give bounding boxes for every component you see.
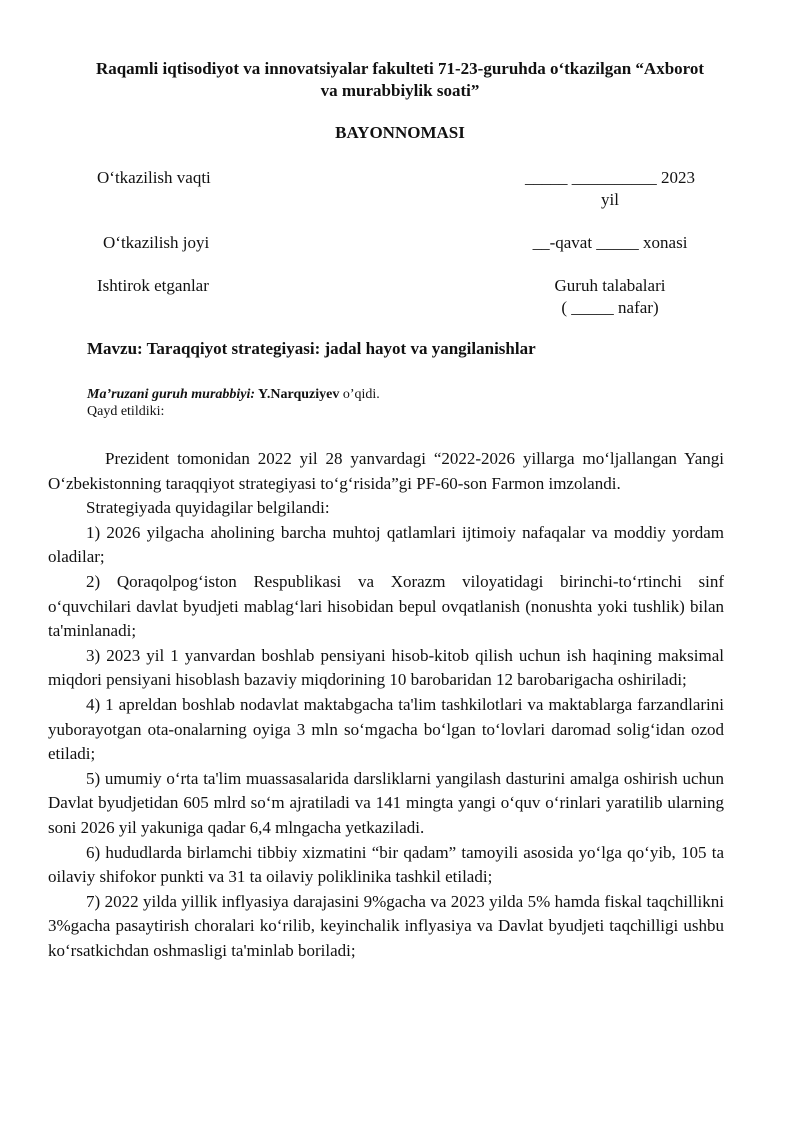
document-heading: BAYONNOMASI [335, 123, 465, 142]
participants-value [500, 275, 720, 319]
time-value-line-2: yil [601, 190, 619, 209]
list-item: 4) 1 apreldan boshlab nodavlat maktabgacha ta'lim tashkilotlari va maktablarga farzandlarini yuborayotgan ota-onalarning oyiga 3 mln so‘mgacha bo‘lgan to‘lovlari daromad solig‘idan ozod etiladi; [48, 694, 724, 764]
participants-value-line-1: Guruh talabalari [554, 276, 666, 295]
speaker-suffix: o’qidi. [339, 387, 380, 402]
place-value: __-qavat _____ xonasi [532, 233, 688, 252]
list-item: 7) 2022 yilda yillik inflyasiya darajasini 9%gacha va 2023 yilda 5% hamda fiskal taqchillikni 3%gacha pasaytirish choralari ko‘rilib, keyinchalik inflyasiya va Davlat byudjeti taqchilligi ushbu ko‘rsatkichdan oshmasligi ta'minlab boriladi; [48, 891, 724, 960]
topic-heading: Mavzu: Taraqqiyot strategiyasi: jadal hayot va yangilanishlar [87, 339, 536, 358]
speaker-line [87, 386, 380, 404]
paragraph: Prezident tomonidan 2022 yil 28 yanvardagi “2022-2026 yillarga mo‘ljallangan Yangi O‘zbekistonning taraqqiyot strategiyasi to‘g‘risida”gi PF-60-son Farmon imzolandi. [48, 449, 724, 493]
noted-label: Qayd etildiki: [87, 404, 165, 419]
time-value-line-1: _____ __________ 2023 [525, 168, 695, 187]
list-item: 6) hududlarda birlamchi tibbiy xizmatini “bir qadam” tamoyili asosida yo‘lga qo‘yib, 105 ta oilaviy shifokor punkti va 31 ta oilaviy poliklinika tashkil etiladi; [48, 842, 724, 887]
place-label: O‘tkazilish joyi [103, 233, 210, 252]
speaker-label: Ma’ruzani guruh murabbiyi: [87, 387, 256, 402]
speaker-name: Y.Narquziyev [258, 387, 340, 402]
participants-label: Ishtirok etganlar [97, 276, 209, 295]
list-item: 3) 2023 yil 1 yanvardan boshlab pensiyani hisob-kitob qilish uchun ish haqining maksimal miqdori pensiyani hisoblash bazaviy miqdorining 10 barobaridan 12 barobarigacha oshiriladi; [48, 645, 724, 690]
time-value [500, 167, 720, 211]
title-line-2: va murabbiylik soati” [320, 81, 480, 100]
body-text [48, 447, 724, 963]
participants-value-line-2: ( _____ nafar) [561, 298, 659, 317]
paragraph: Strategiyada quyidagilar belgilandi: [86, 498, 330, 518]
document-title [40, 58, 760, 102]
list-item: 1) 2026 yilgacha aholining barcha muhtoj qatlamlari ijtimoiy nafaqalar va moddiy yordam oladilar; [48, 522, 724, 567]
list-item: 2) Qoraqolpog‘iston Respublikasi va Xorazm viloyatidagi birinchi-to‘rtinchi sinf o‘quvchilari davlat byudjeti mablag‘lari hisobidan bepul ovqatlanish (nonushta yoki tushlik) bilan ta'minlanadi; [48, 571, 724, 641]
title-line-1: Raqamli iqtisodiyot va innovatsiyalar fakulteti 71-23-guruhda o‘tkazilgan “Axborot [95, 59, 705, 78]
time-label: O‘tkazilish vaqti [97, 168, 211, 187]
list-item: 5) umumiy o‘rta ta'lim muassasalarida darsliklarni yangilash dasturini amalga oshirish uchun Davlat byudjetidan 605 mlrd so‘m ajratiladi va 141 mingta yangi o‘quv o‘rinlari yaratilib ularning soni 2026 yil yakuniga qadar 6,4 mlngacha yetkaziladi. [48, 768, 724, 837]
